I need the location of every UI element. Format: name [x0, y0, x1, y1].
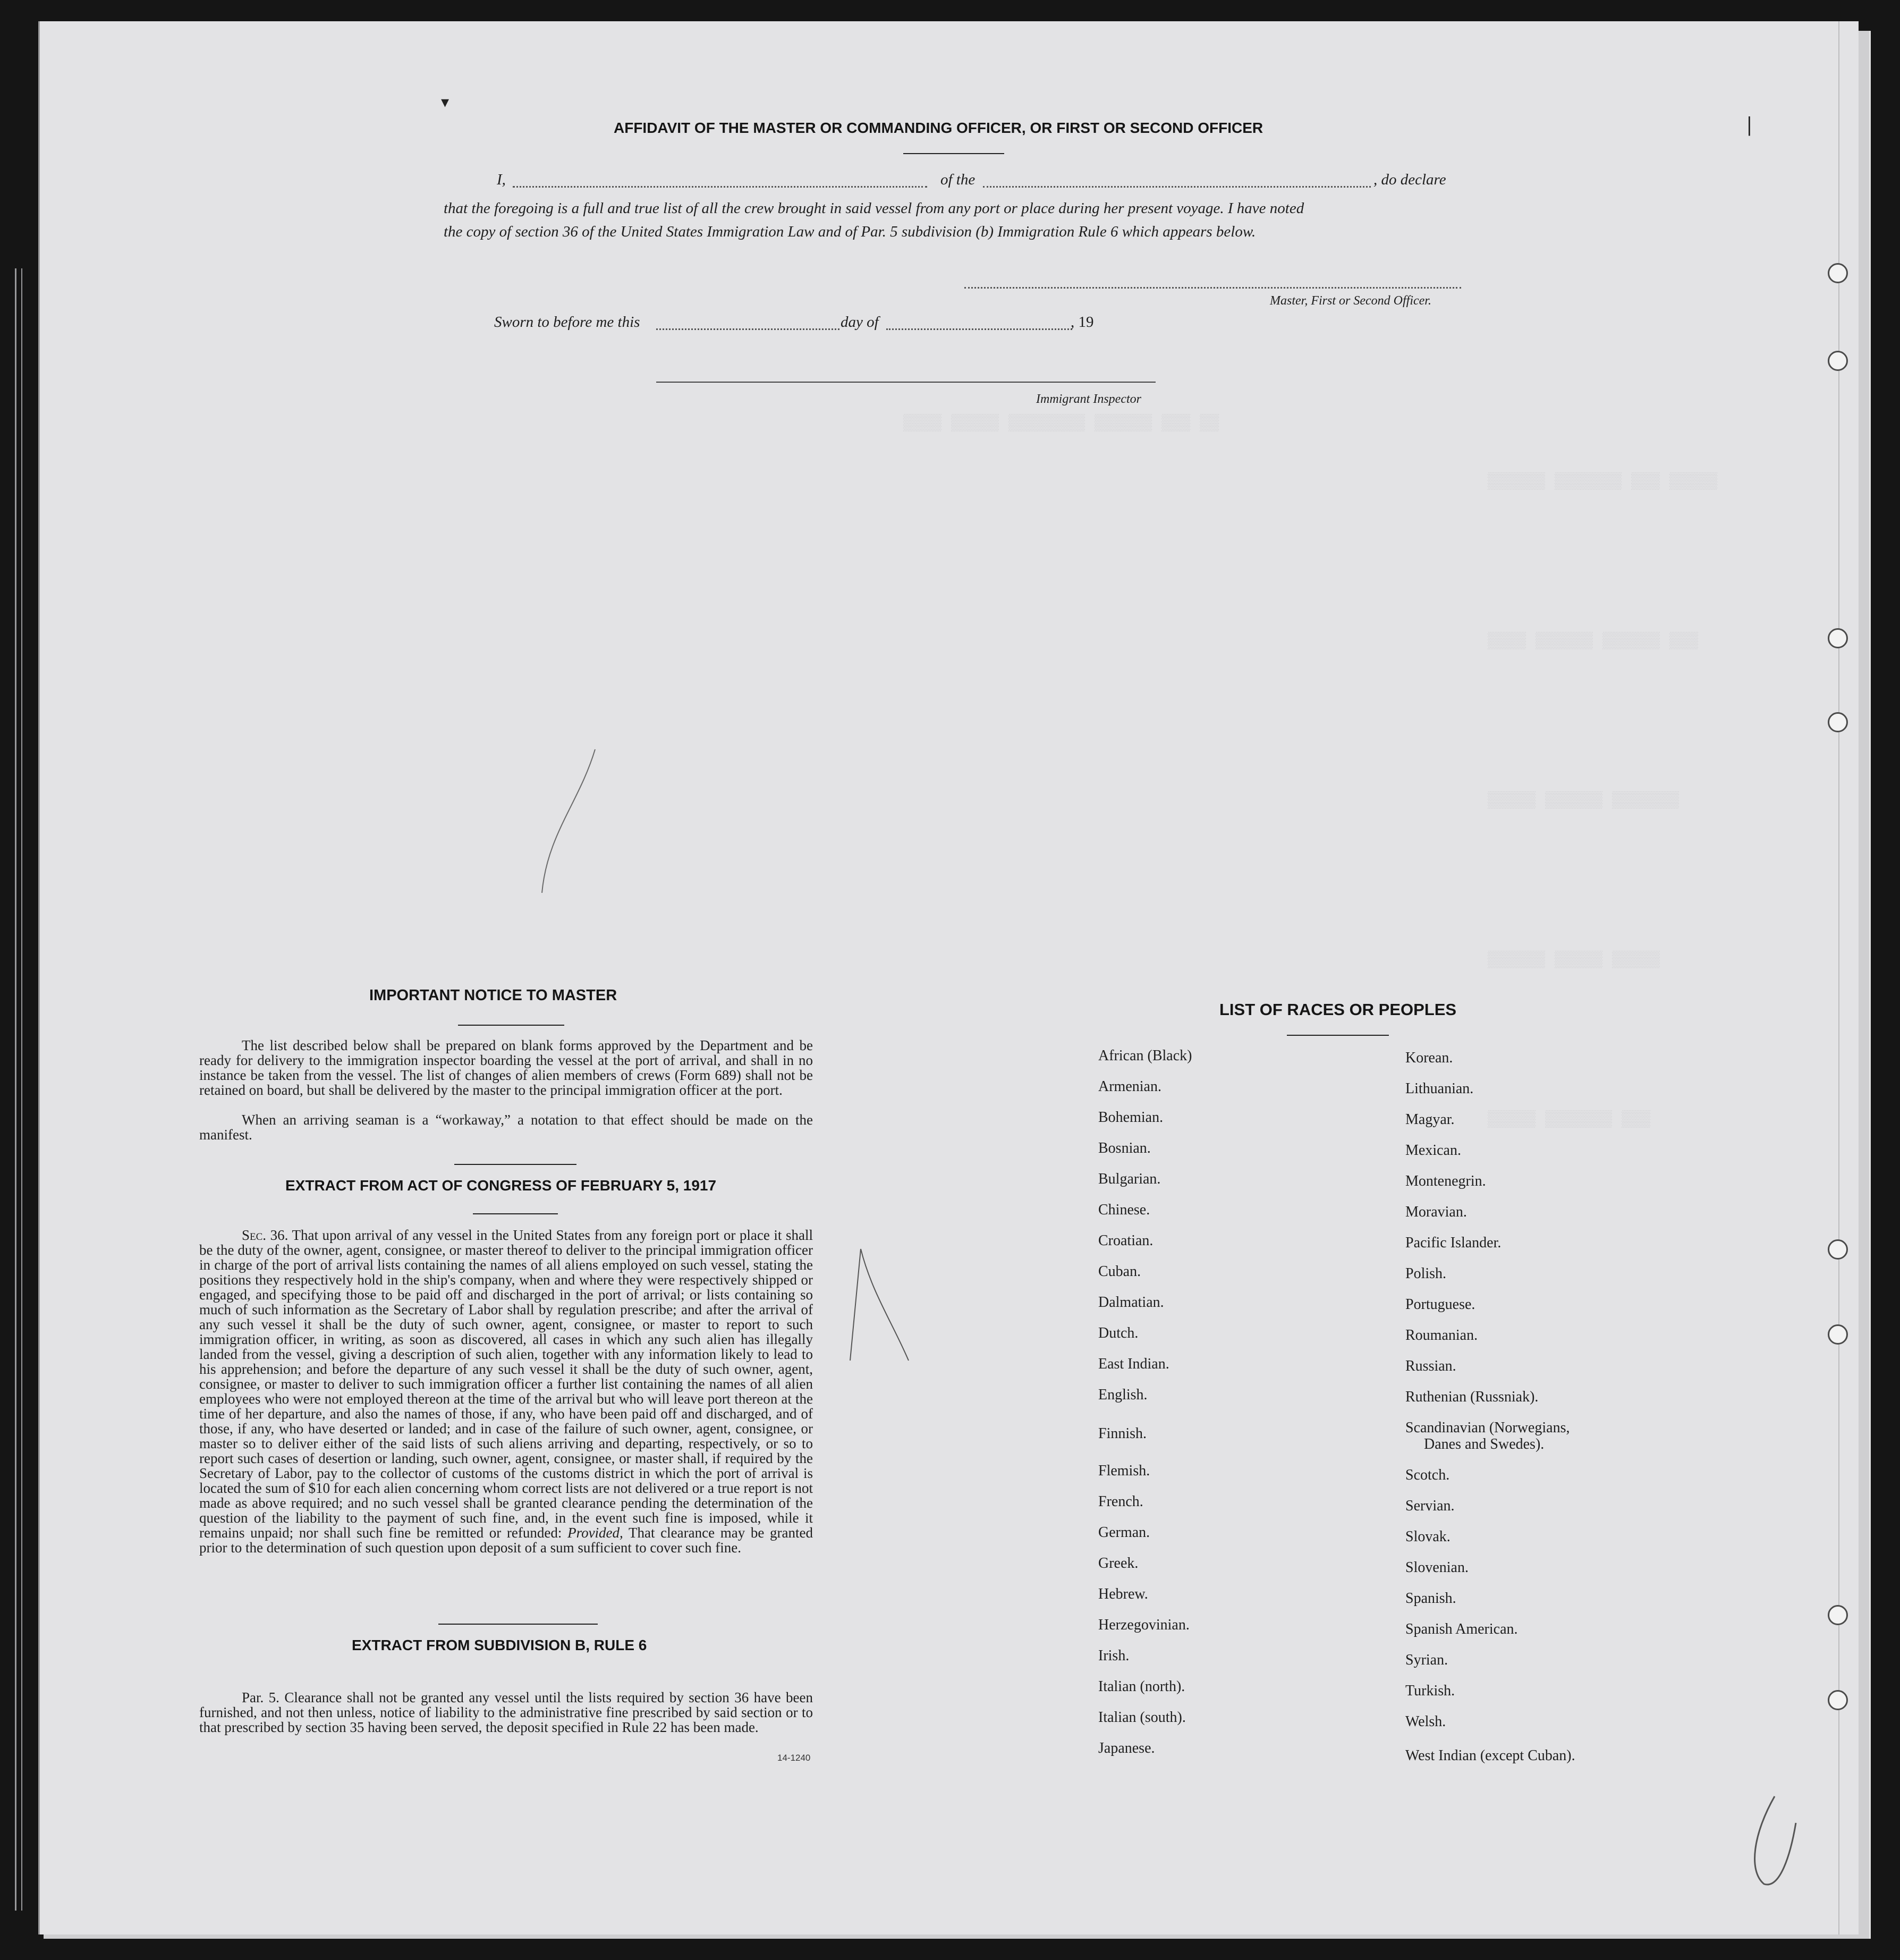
- race-item: Polish.: [1405, 1265, 1447, 1282]
- pencil-scrawl: [839, 1238, 924, 1366]
- section-divider: [454, 1164, 576, 1165]
- act-body-end: That clearance may be granted prior to the determination of such question upon deposit of a sum sufficient to cover such fine.: [199, 1525, 813, 1556]
- race-item: Servian.: [1405, 1498, 1455, 1514]
- race-item: Turkish.: [1405, 1683, 1455, 1699]
- rule-extract-title: EXTRACT FROM SUBDIVISION B, RULE 6: [352, 1637, 647, 1653]
- race-item: Welsh.: [1405, 1713, 1446, 1730]
- officer-signature-caption: Master, First or Second Officer.: [1270, 294, 1431, 308]
- race-item: Magyar.: [1405, 1111, 1455, 1128]
- race-item: Bulgarian.: [1098, 1171, 1161, 1187]
- pencil-scrawl: [531, 744, 606, 903]
- declarant-label: I,: [497, 171, 506, 188]
- inspector-signature-field[interactable]: [656, 382, 1156, 383]
- punch-hole: [1828, 1324, 1848, 1345]
- race-item: Armenian.: [1098, 1078, 1161, 1095]
- race-item: African (Black): [1098, 1047, 1192, 1064]
- races-divider: [1287, 1035, 1389, 1036]
- race-item: Bohemian.: [1098, 1109, 1164, 1126]
- race-item: Scotch.: [1405, 1467, 1450, 1483]
- race-item: Spanish American.: [1405, 1621, 1518, 1637]
- rule-extract-body: Par. 5. Clearance shall not be granted any vessel until the lists required by section 36 have been furnished, and not then unless, notice of liability to the administrative fine prescribed by said section or to that prescribed by section 35 having been served, the deposit specified in Rule 22 has been made.: [199, 1689, 813, 1735]
- punch-hole: [1828, 351, 1848, 371]
- punch-hole: [1828, 1690, 1848, 1710]
- race-item: Korean.: [1405, 1050, 1453, 1066]
- act-divider: [473, 1213, 558, 1214]
- race-item: Italian (south).: [1098, 1709, 1186, 1726]
- race-item: Montenegrin.: [1405, 1173, 1486, 1189]
- race-item: Slovak.: [1405, 1528, 1451, 1545]
- race-item: Roumanian.: [1405, 1327, 1478, 1344]
- bleed-through-text: ▒▒▒▒▒▒ ▒▒▒▒▒▒▒ ▒▒▒ ▒▒▒▒▒: [1488, 473, 1718, 491]
- notice-paragraph-2: When an arriving seaman is a “workaway,” a notation to that effect should be made on the manifest.: [199, 1112, 813, 1143]
- day-of-label: day of: [841, 314, 879, 331]
- notice-divider: [458, 1025, 564, 1026]
- form-number: 14-1240: [777, 1753, 811, 1763]
- race-item: Mexican.: [1405, 1142, 1461, 1159]
- race-item: West Indian (except Cuban).: [1405, 1747, 1575, 1764]
- notice-paragraph-1: The list described below shall be prepared on blank forms approved by the Department and be ready for delivery to the immigration inspector boarding the vessel at the port of arrival, and shall in no instance be taken from the vessel. The list of changes of alien members of crews (Form 689) shall not be retained on board, but shall be delivered by the master to the principal immigration officer at the port.: [199, 1037, 813, 1098]
- race-item: Finnish.: [1098, 1425, 1147, 1442]
- punch-hole: [1828, 628, 1848, 648]
- declarant-name-field[interactable]: [513, 186, 927, 188]
- do-declare-text: , do declare: [1373, 171, 1446, 188]
- race-item: Spanish.: [1405, 1590, 1456, 1607]
- sworn-month-field[interactable]: [886, 328, 1072, 330]
- race-item: Cuban.: [1098, 1263, 1141, 1280]
- inspector-caption: Immigrant Inspector: [1036, 392, 1141, 406]
- race-item: Moravian.: [1405, 1204, 1467, 1220]
- race-item: Pacific Islander.: [1405, 1235, 1502, 1251]
- section-label: Sec. 36.: [242, 1227, 289, 1243]
- race-item: Russian.: [1405, 1358, 1456, 1374]
- punch-hole: [1828, 1605, 1848, 1625]
- race-item: French.: [1098, 1493, 1143, 1510]
- race-item: Dutch.: [1098, 1325, 1139, 1341]
- page-edge-right: [1838, 21, 1839, 1934]
- document-page: [38, 21, 1859, 1934]
- act-extract-body: [199, 1228, 813, 1555]
- title-divider: [903, 153, 1004, 154]
- race-item: Portuguese.: [1405, 1296, 1475, 1313]
- section-divider: [438, 1624, 598, 1625]
- act-extract-title: EXTRACT FROM ACT OF CONGRESS OF FEBRUARY 5, 1917: [285, 1177, 717, 1194]
- race-item: Chinese.: [1098, 1202, 1150, 1218]
- race-item: Slovenian.: [1405, 1559, 1469, 1576]
- race-item: Ruthenian (Russniak).: [1405, 1389, 1539, 1405]
- race-item: Irish.: [1098, 1648, 1130, 1664]
- race-item: Flemish.: [1098, 1463, 1150, 1479]
- vessel-name-field[interactable]: [983, 186, 1371, 188]
- punch-hole: [1828, 712, 1848, 732]
- page-edge-left: [38, 21, 40, 1934]
- affidavit-title: AFFIDAVIT OF THE MASTER OR COMMANDING OFFICER, OR FIRST OR SECOND OFFICER: [614, 120, 1263, 136]
- sworn-label: Sworn to before me this: [494, 314, 640, 331]
- race-item: English.: [1098, 1387, 1148, 1403]
- race-item: Scandinavian (Norwegians,: [1405, 1420, 1570, 1436]
- race-item: Japanese.: [1098, 1740, 1155, 1756]
- margin-mark: |: [1747, 112, 1752, 136]
- race-item: Danes and Swedes).: [1424, 1436, 1545, 1452]
- margin-mark: ▾: [441, 94, 449, 111]
- race-item: Lithuanian.: [1405, 1080, 1474, 1097]
- provided-label: Provided,: [567, 1525, 623, 1541]
- act-body-text: That upon arrival of any vessel in the United States from any foreign port or place it shall be the duty of the owner, agent, consignee, or master thereof to deliver to the principal immigration officer in charge of the port of arrival lists containing the names of all aliens employed on such vessel, stating the positions they respectively hold in the ship's company, when and where they were respectively shipped or engaged, and specifying those to be paid off and discharged in the port of arrival; or lists containing so much of such information as the Secretary of Labor shall by regulation prescribe; and after the arrival of any such vessel it shall be the duty of such owner, agent, consignee, or master to report to such immigration officer, in writing, as soon as discovered, all cases in which any such alien has illegally landed from the vessel, giving a description of such alien, together with any information likely to lead to his apprehension; and before the departure of any such vessel it shall be the duty of such owner, agent, consignee, or master to deliver to such immigration officer a further list containing the names of all alien employees who were not employed thereon at the time of the arrival but who will leave port thereon at the time of her departure, and also the names of those, if any, who have been paid off and discharged, and of those, if any, who have deserted or landed; and in case of the failure of such owner, agent, consignee, or master so to deliver either of the said lists of such aliens arriving and departing, respectively, or so to report such cases of desertion or landing, such owner, agent, consignee, or master shall, if required by the Secretary of Labor, pay to the collector of customs of the customs district in which the port of arrival is located the sum of $10 for each alien concerning whom correct lists are not delivered or a true report is not made as above required; and no such vessel shall be granted clearance pending the determination of the question of the liability to the payment of such fine, and, in the event such fine is imposed, while it remains unpaid; nor shall such fine be remitted or refunded:: [199, 1227, 813, 1541]
- race-item: Herzegovinian.: [1098, 1617, 1190, 1633]
- race-item: Italian (north).: [1098, 1678, 1185, 1695]
- officer-signature-field[interactable]: [964, 287, 1461, 289]
- bleed-through-text: ▒▒▒▒▒ ▒▒▒▒▒▒▒ ▒▒▒: [1488, 1111, 1651, 1129]
- binder-line-1: [15, 268, 16, 1911]
- bleed-through-text: ▒▒▒▒ ▒▒▒▒▒▒ ▒▒▒▒▒▒ ▒▒▒: [1488, 632, 1699, 650]
- year-label: , 19: [1071, 314, 1094, 331]
- notice-title: IMPORTANT NOTICE TO MASTER: [369, 987, 617, 1004]
- race-item: Dalmatian.: [1098, 1294, 1164, 1311]
- race-item: Greek.: [1098, 1555, 1139, 1572]
- race-item: Bosnian.: [1098, 1140, 1151, 1156]
- punch-hole: [1828, 1239, 1848, 1260]
- race-item: Croatian.: [1098, 1232, 1153, 1249]
- punch-hole: [1828, 263, 1848, 283]
- declaration-line-2: the copy of section 36 of the United States Immigration Law and of Par. 5 subdivision (b) Immigration Rule 6 which appears below.: [444, 223, 1256, 240]
- race-item: East Indian.: [1098, 1356, 1169, 1372]
- pencil-scrawl: [1743, 1791, 1806, 1892]
- races-title: LIST OF RACES OR PEOPLES: [1219, 1000, 1457, 1019]
- binder-line-2: [21, 268, 22, 1911]
- bleed-through-text: ▒▒▒▒ ▒▒▒▒▒ ▒▒▒▒▒▒▒▒ ▒▒▒▒▒▒ ▒▒▒ ▒▒: [903, 415, 1219, 433]
- race-item: Syrian.: [1405, 1652, 1448, 1668]
- race-item: German.: [1098, 1524, 1150, 1541]
- vessel-label: of the: [940, 171, 976, 188]
- bleed-through-text: ▒▒▒▒▒ ▒▒▒▒▒▒ ▒▒▒▒▒▒▒: [1488, 792, 1680, 810]
- sworn-day-field[interactable]: [656, 328, 839, 330]
- bleed-through-text: ▒▒▒▒▒▒ ▒▒▒▒▒ ▒▒▒▒▒: [1488, 951, 1660, 969]
- declaration-line-1: that the foregoing is a full and true list of all the crew brought in said vessel from any port or place during her present voyage. I have noted: [444, 200, 1304, 217]
- race-item: Hebrew.: [1098, 1586, 1148, 1602]
